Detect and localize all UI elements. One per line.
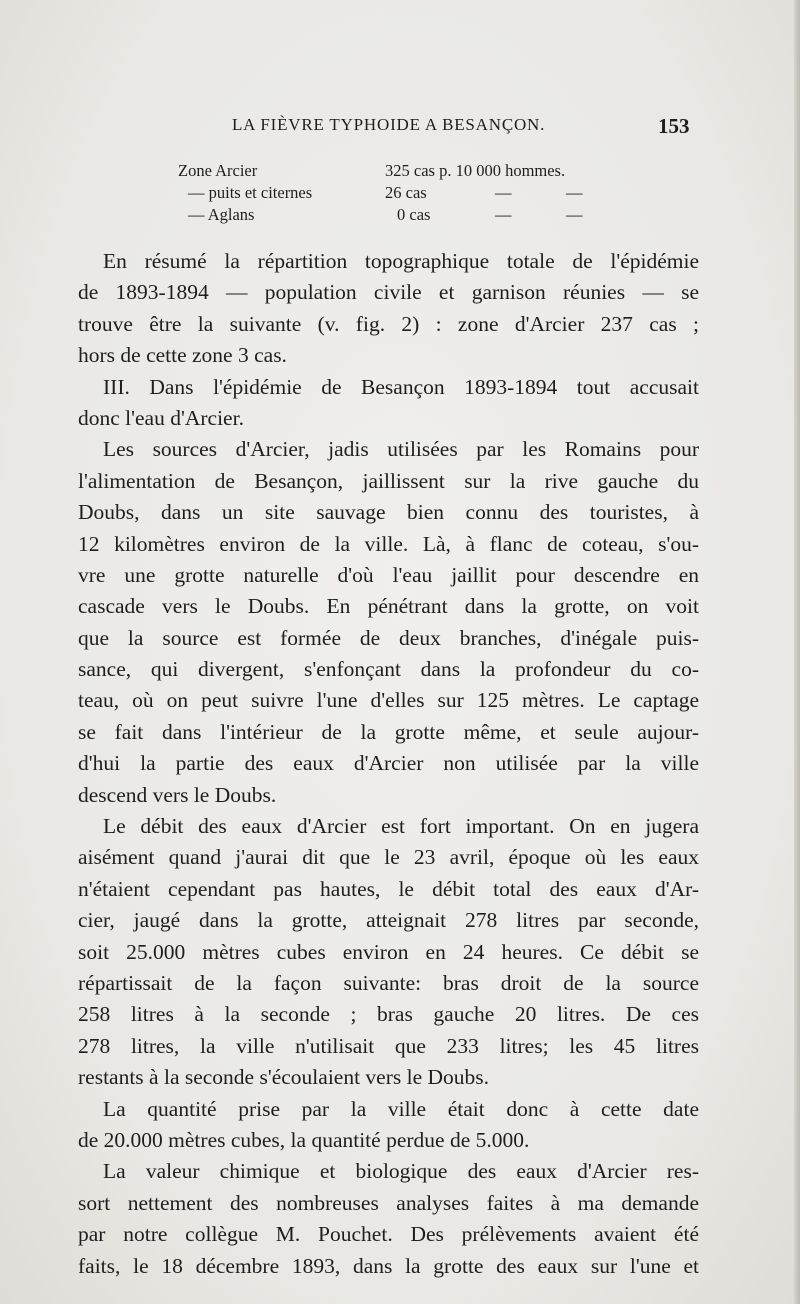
text-line: soit 25.000 mètres cubes environ en 24 heures. Ce débit se <box>78 939 699 964</box>
stats-ditto-mark: — <box>566 183 583 202</box>
page-edge <box>794 0 800 1304</box>
stats-ditto-mark: — <box>495 183 512 202</box>
text-line: n'étaient cependant pas hautes, le débit total des eaux d'Ar- <box>78 876 699 901</box>
text-line: l'alimentation de Besançon, jaillissent sur la rive gauche du <box>78 468 699 493</box>
text-line: faits, le 18 décembre 1893, dans la grotte des eaux sur l'une et <box>78 1253 699 1278</box>
body-text <box>78 246 699 1282</box>
text-line: La valeur chimique et biologique des eaux d'Arcier res- <box>103 1159 699 1184</box>
text-line: que la source est formée de deux branches, d'inégale puis- <box>78 625 699 650</box>
text-line: teau, où on peut suivre l'une d'elles sur 125 mètres. Le captage <box>78 688 699 713</box>
stats-ditto-mark: — <box>495 205 512 224</box>
text-line: par notre collègue M. Pouchet. Des prélèvements avaient été <box>78 1222 699 1247</box>
text-line: hors de cette zone 3 cas. <box>78 343 287 368</box>
stats-ditto-mark: — <box>566 205 583 224</box>
stats-value: 325 cas p. 10 000 hommes. <box>385 161 566 180</box>
stats-value: 26 cas <box>385 183 427 202</box>
text-line: de 1893-1894 — population civile et garnison réunies — se <box>78 280 699 305</box>
stats-label: Zone Arcier <box>178 161 258 180</box>
text-line: Les sources d'Arcier, jadis utilisées par les Romains pour <box>103 437 699 462</box>
text-line: donc l'eau d'Arcier. <box>78 405 244 430</box>
text-line: Doubs, dans un site sauvage bien connu des touristes, à <box>78 500 699 525</box>
text-line: descend vers le Doubs. <box>78 782 277 807</box>
text-line: sance, qui divergent, s'enfonçant dans la profondeur du co- <box>78 657 699 682</box>
text-line: 278 litres, la ville n'utilisait que 233 litres; les 45 litres <box>78 1033 699 1058</box>
stats-value: 0 cas <box>397 205 431 224</box>
text-line: 258 litres à la seconde ; bras gauche 20 litres. De ces <box>78 1002 699 1027</box>
text-line: restants à la seconde s'écoulaient vers le Doubs. <box>78 1065 490 1090</box>
text-line: cier, jaugé dans la grotte, atteignait 278 litres par seconde, <box>78 908 699 933</box>
text-line: cascade vers le Doubs. En pénétrant dans la grotte, on voit <box>78 594 699 619</box>
text-line: III. Dans l'épidémie de Besançon 1893-1894 tout accusait <box>103 374 699 399</box>
text-line: En résumé la répartition topographique totale de l'épidémie <box>103 249 699 273</box>
stats-label: — puits et citernes <box>188 183 313 202</box>
text-line: 12 kilomètres environ de la ville. Là, à flanc de coteau, s'ou- <box>78 531 699 556</box>
text-line: aisément quand j'aurai dit que le 23 avril, époque où les eaux <box>78 845 699 870</box>
text-line: répartissait de la façon suivante: bras droit de la source <box>78 970 699 995</box>
text-line: se fait dans l'intérieur de la grotte même, et seule aujour- <box>78 719 699 744</box>
text-line: de 20.000 mètres cubes, la quantité perdue de 5.000. <box>78 1127 530 1152</box>
page-number: 153 <box>658 114 690 138</box>
text-line: trouve être la suivante (v. fig. 2) : zone d'Arcier 237 cas ; <box>78 311 699 336</box>
text-line: vre une grotte naturelle d'où l'eau jaillit pour descendre en <box>78 562 699 587</box>
text-line: La quantité prise par la ville était donc à cette date <box>103 1096 699 1121</box>
text-line: Le débit des eaux d'Arcier est fort important. On en jugera <box>103 814 699 839</box>
running-title: LA FIÈVRE TYPHOIDE A BESANÇON. <box>232 115 546 134</box>
stats-label: — Aglans <box>188 205 255 224</box>
text-line: sort nettement des nombreuses analyses faites à ma demande <box>78 1190 699 1215</box>
text-line: d'hui la partie des eaux d'Arcier non utilisée par la ville <box>78 751 699 776</box>
